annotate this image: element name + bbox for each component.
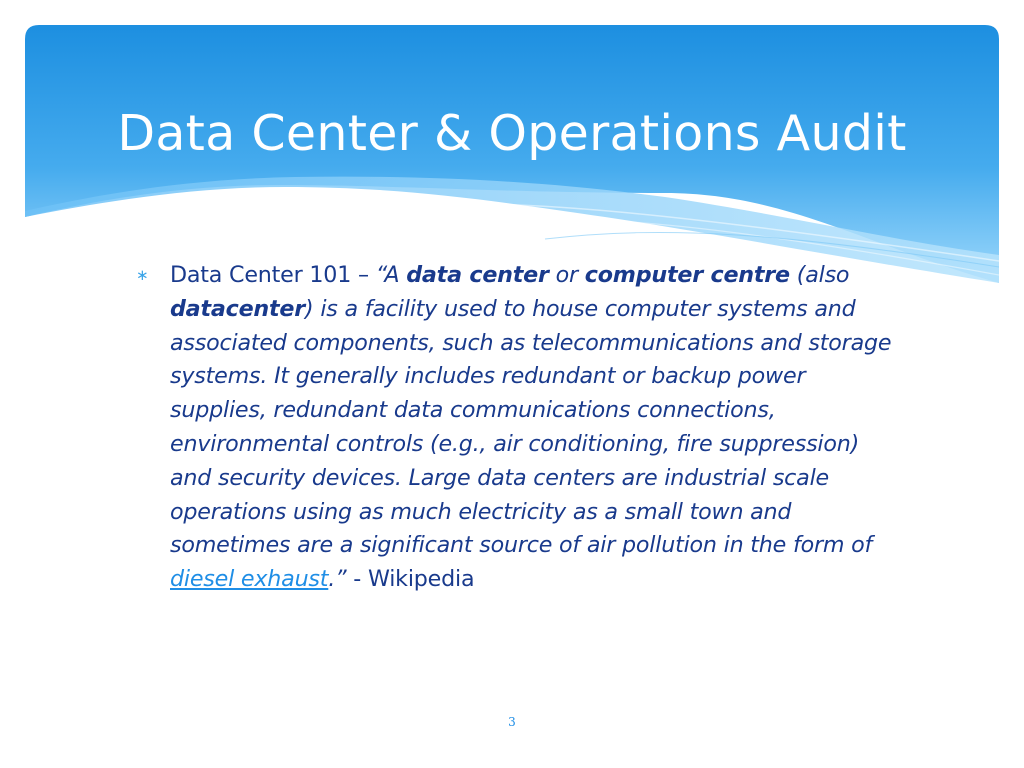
- attribution: - Wikipedia: [346, 566, 475, 593]
- slide-title: Data Center & Operations Audit: [117, 105, 907, 162]
- quote-also: (also: [789, 262, 850, 288]
- page-number: 3: [508, 715, 516, 729]
- term-computer-centre: computer centre: [584, 262, 790, 288]
- bullet-asterisk-icon: ∗: [136, 266, 149, 284]
- quote-close: .”: [328, 566, 347, 593]
- title-banner: [25, 25, 999, 285]
- term-data-center: data center: [406, 262, 549, 288]
- body-intro: Data Center 101 –: [170, 262, 376, 288]
- quote-or: or: [548, 262, 585, 288]
- quote-body: ) is a facility used to house computer systems and associated components, such as telecommunications and storage systems. It generally includes redundant or backup power supplies, redundant data communications connections, environmental controls (e.g., air conditioning, fire suppression) and security devices. Large data centers are industrial scale operations using as much electricity as a small town and sometimes are a significant source of air pollution in the form of: [170, 295, 892, 559]
- bullet-item: [170, 259, 896, 597]
- wikipedia-quote: [170, 262, 891, 592]
- diesel-exhaust-link[interactable]: diesel exhaust: [170, 566, 329, 593]
- term-datacenter: datacenter: [170, 295, 306, 322]
- bullet-list: [136, 259, 896, 597]
- quote-open: “A: [375, 262, 407, 288]
